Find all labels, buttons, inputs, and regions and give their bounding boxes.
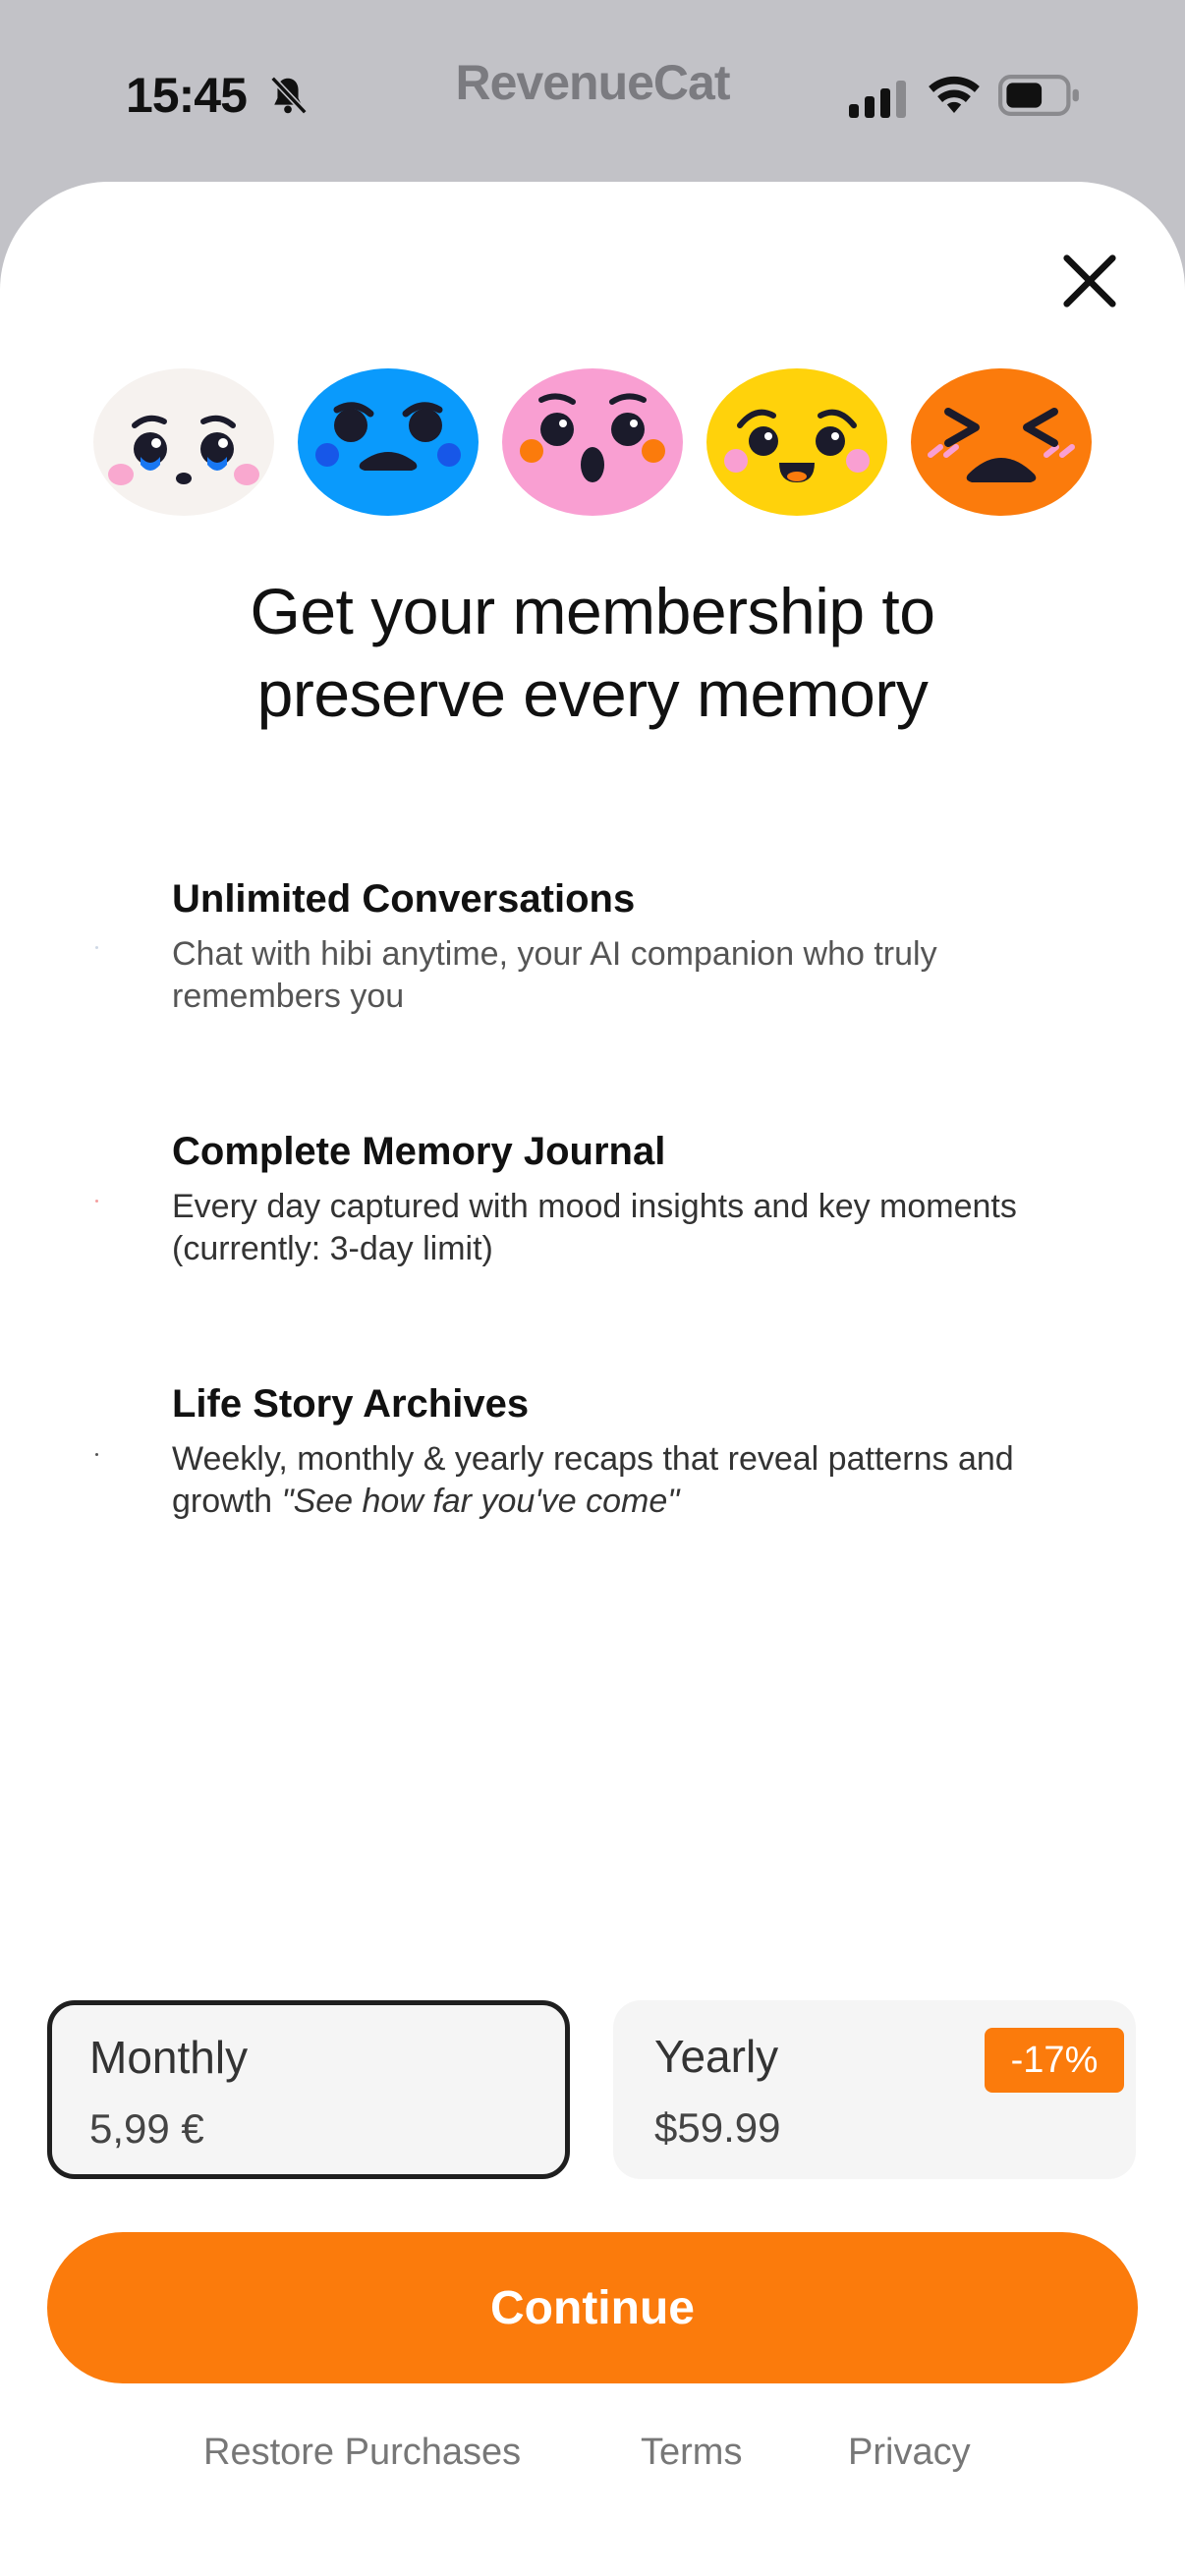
status-bar <box>0 0 1185 182</box>
plan-monthly[interactable] <box>47 2000 570 2179</box>
feature-title: Unlimited Conversations <box>172 877 636 921</box>
continue-button[interactable]: Continue <box>47 2232 1138 2383</box>
status-time: 15:45 <box>126 68 247 123</box>
plan-price: 5,99 € <box>89 2105 204 2152</box>
battery-icon <box>998 75 1081 116</box>
feature-title: Life Story Archives <box>172 1382 530 1426</box>
feature-memory-journal <box>172 1127 1096 1270</box>
privacy-link[interactable]: Privacy <box>848 2432 971 2473</box>
feature-bullet-dot <box>95 1453 98 1456</box>
feature-life-story-archives <box>172 1379 1096 1523</box>
brand-logo: RevenueCat <box>455 55 730 110</box>
feature-description: Every day captured with mood insights and key moments (currently: 3-day limit) <box>172 1188 1017 1267</box>
terms-link[interactable]: Terms <box>641 2432 743 2473</box>
feature-bullet-dot <box>95 1200 98 1203</box>
sad-face-icon <box>298 368 479 516</box>
feature-bullet-dot <box>95 946 98 949</box>
crying-face-icon <box>93 368 274 516</box>
plan-name: Monthly <box>89 2032 249 2083</box>
close-icon[interactable] <box>1059 251 1120 311</box>
signal-icon <box>849 79 908 118</box>
feature-description: Weekly, monthly & yearly recaps that reveal patterns and growth "See how far you've come" <box>172 1440 1014 1520</box>
feature-unlimited-conversations <box>172 874 1096 1018</box>
paywall-headline: Get your membership to preserve every memory <box>250 575 935 730</box>
feature-quote: "See how far you've come" <box>281 1483 680 1520</box>
frustrated-face-icon <box>911 368 1092 516</box>
plan-price: $59.99 <box>654 2104 781 2151</box>
paywall-sheet <box>0 182 1185 2576</box>
feature-description: Chat with hibi anytime, your AI companion who truly remembers you <box>172 935 937 1015</box>
discount-badge: -17% <box>985 2028 1124 2093</box>
feature-title: Complete Memory Journal <box>172 1130 666 1173</box>
plan-yearly[interactable] <box>613 2000 1136 2179</box>
wifi-icon <box>928 75 981 116</box>
happy-face-icon <box>706 368 887 516</box>
plan-name: Yearly <box>654 2031 779 2082</box>
restore-purchases-link[interactable]: Restore Purchases <box>203 2432 522 2473</box>
surprised-face-icon <box>502 368 683 516</box>
emoji-row <box>0 368 1185 516</box>
